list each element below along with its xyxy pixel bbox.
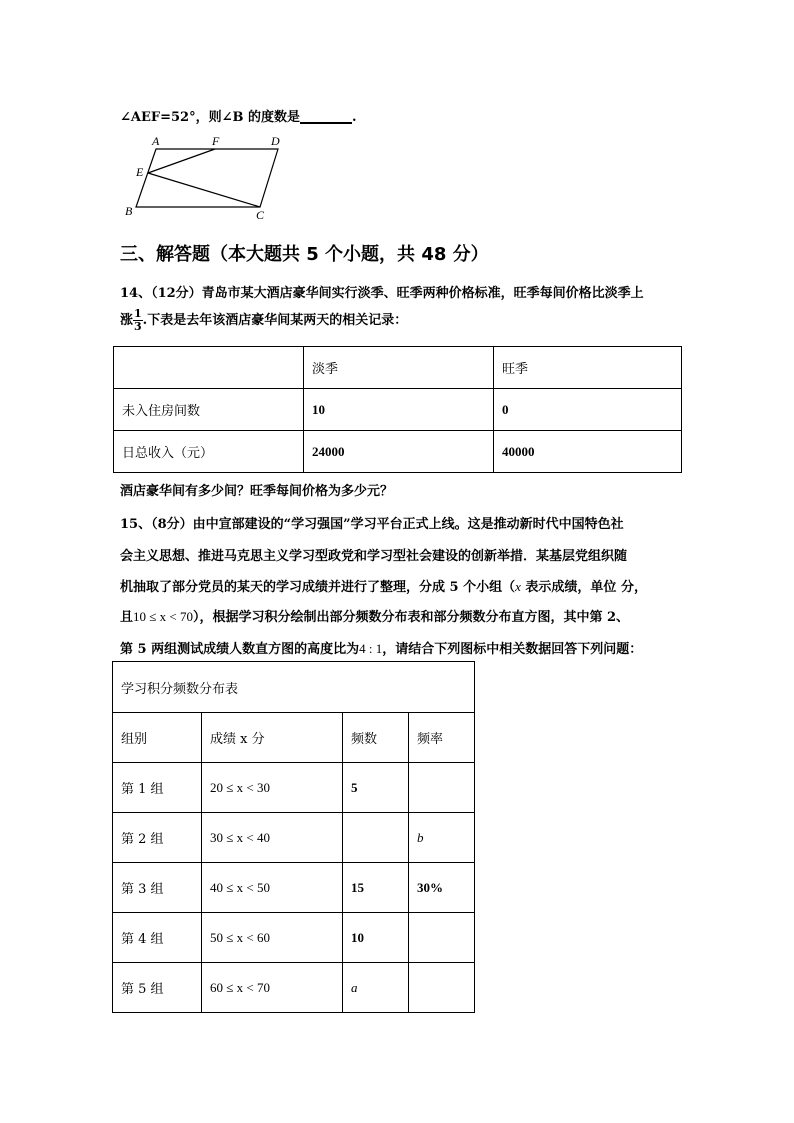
frac-numerator: 1 [134,307,142,320]
label-e: E [136,165,144,179]
table-cell: 5 [343,763,409,813]
table-header-row [113,713,475,763]
table-cell: 第 5 组 [113,963,202,1013]
q15-line5 [120,638,642,657]
table-cell: 第 3 组 [113,863,202,913]
table-cell [409,963,475,1013]
table-cell [409,763,475,813]
q14-question: 酒店豪华间有多少间？旺季每间价格为多少元？ [120,484,394,499]
table-cell: 第 2 组 [113,813,202,863]
table-cell: 30% [409,863,475,913]
table-header-off-season: 淡季 [304,347,494,389]
label-f: F [212,134,220,148]
fraction-one-third [133,308,143,333]
table-cell: 60 ≤ x < 70 [202,963,343,1013]
label-d: D [271,134,280,148]
table-cell: 未入住房间数 [114,389,304,431]
q15-line4 [120,606,629,625]
table-cell: 日总收入（元） [114,431,304,473]
table-row [113,913,475,963]
segment-ef [148,149,215,173]
range-expression: 10 ≤ x < 70 [133,609,193,624]
table-cell [343,813,409,863]
ratio-expression: 4 : 1 [359,641,383,656]
q14-line2-post: .下表是去年该酒店豪华间某两天的相关记录： [142,313,408,328]
q15-line5-post: ，请结合下列图标中相关数据回答下列问题： [382,642,643,657]
table-cell: 第 4 组 [113,913,202,963]
table-cell [114,347,304,389]
label-b: B [125,204,133,218]
q13-period: . [352,110,357,125]
table-title: 学习积分频数分布表 [113,662,475,713]
q15-line4-pre: 且 [120,610,134,625]
table-cell [409,913,475,963]
table-row [113,763,475,813]
header-group: 组别 [113,713,202,763]
table-cell: 20 ≤ x < 30 [202,763,343,813]
table-header-row [114,347,682,389]
q15-line2: 会主义思想、推进马克思主义学习型政党和学习型社会建设的创新举措．某基层党组织随 [120,549,628,564]
q14-line2-pre: 涨 [120,313,134,328]
q15-line3-post: 表示成绩，单位 分， [520,580,647,595]
q13-angle-text: ∠AEF=52°，则∠B 的度数是 [120,110,301,125]
segment-ec [148,173,260,207]
frequency-table [112,661,475,1013]
table-cell: 10 [304,389,494,431]
table-cell: 15 [343,863,409,913]
q15-line3-pre: 机抽取了部分党员的某天的学习成绩并进行了整理，分成 5 个小组（ [120,580,516,595]
q14-line1: 14、（12分）青岛市某大酒店豪华间实行淡季、旺季两种价格标准，旺季每间价格比淡季上 [120,286,644,301]
table-cell: 40 ≤ x < 50 [202,863,343,913]
q14-line2 [120,308,407,333]
table-cell: 10 [343,913,409,963]
label-a: A [152,134,160,148]
table-cell: 50 ≤ x < 60 [202,913,343,963]
header-score: 成绩 x 分 [202,713,343,763]
table-cell: 0 [494,389,682,431]
table-row [114,389,682,431]
table-cell: a [343,963,409,1013]
q15-line1: 15、（8分）由中宣部建设的“学习强国”学习平台正式上线。这是推动新时代中国特色社 [120,517,624,532]
frac-denominator: 3 [134,320,142,333]
table-cell: b [409,813,475,863]
table-cell: 24000 [304,431,494,473]
table-header-peak-season: 旺季 [494,347,682,389]
table-title-row [113,662,475,713]
q15-line4-post: ），根据学习积分绘制出部分频数分布表和部分频数分布直方图，其中第 2、 [192,610,630,625]
header-rate: 频率 [409,713,475,763]
hotel-table [113,346,682,473]
table-row [114,431,682,473]
q15-line3 [120,576,647,595]
label-c: C [256,208,265,222]
parallelogram-abcd [136,149,278,207]
table-row [113,813,475,863]
q15-line5-pre: 第 5 两组测试成绩人数直方图的高度比为 [120,642,360,657]
table-cell: 30 ≤ x < 40 [202,813,343,863]
parallelogram-figure [120,132,290,224]
table-row [113,963,475,1013]
table-cell: 第 1 组 [113,763,202,813]
q13-answer-blank: ________ [300,110,353,125]
q13-tail [120,106,357,125]
table-row [113,863,475,913]
table-cell: 40000 [494,431,682,473]
header-frequency: 频数 [343,713,409,763]
section-title: 三、解答题（本大题共 5 个小题，共 48 分） [120,244,489,265]
var-x: x [515,579,521,594]
